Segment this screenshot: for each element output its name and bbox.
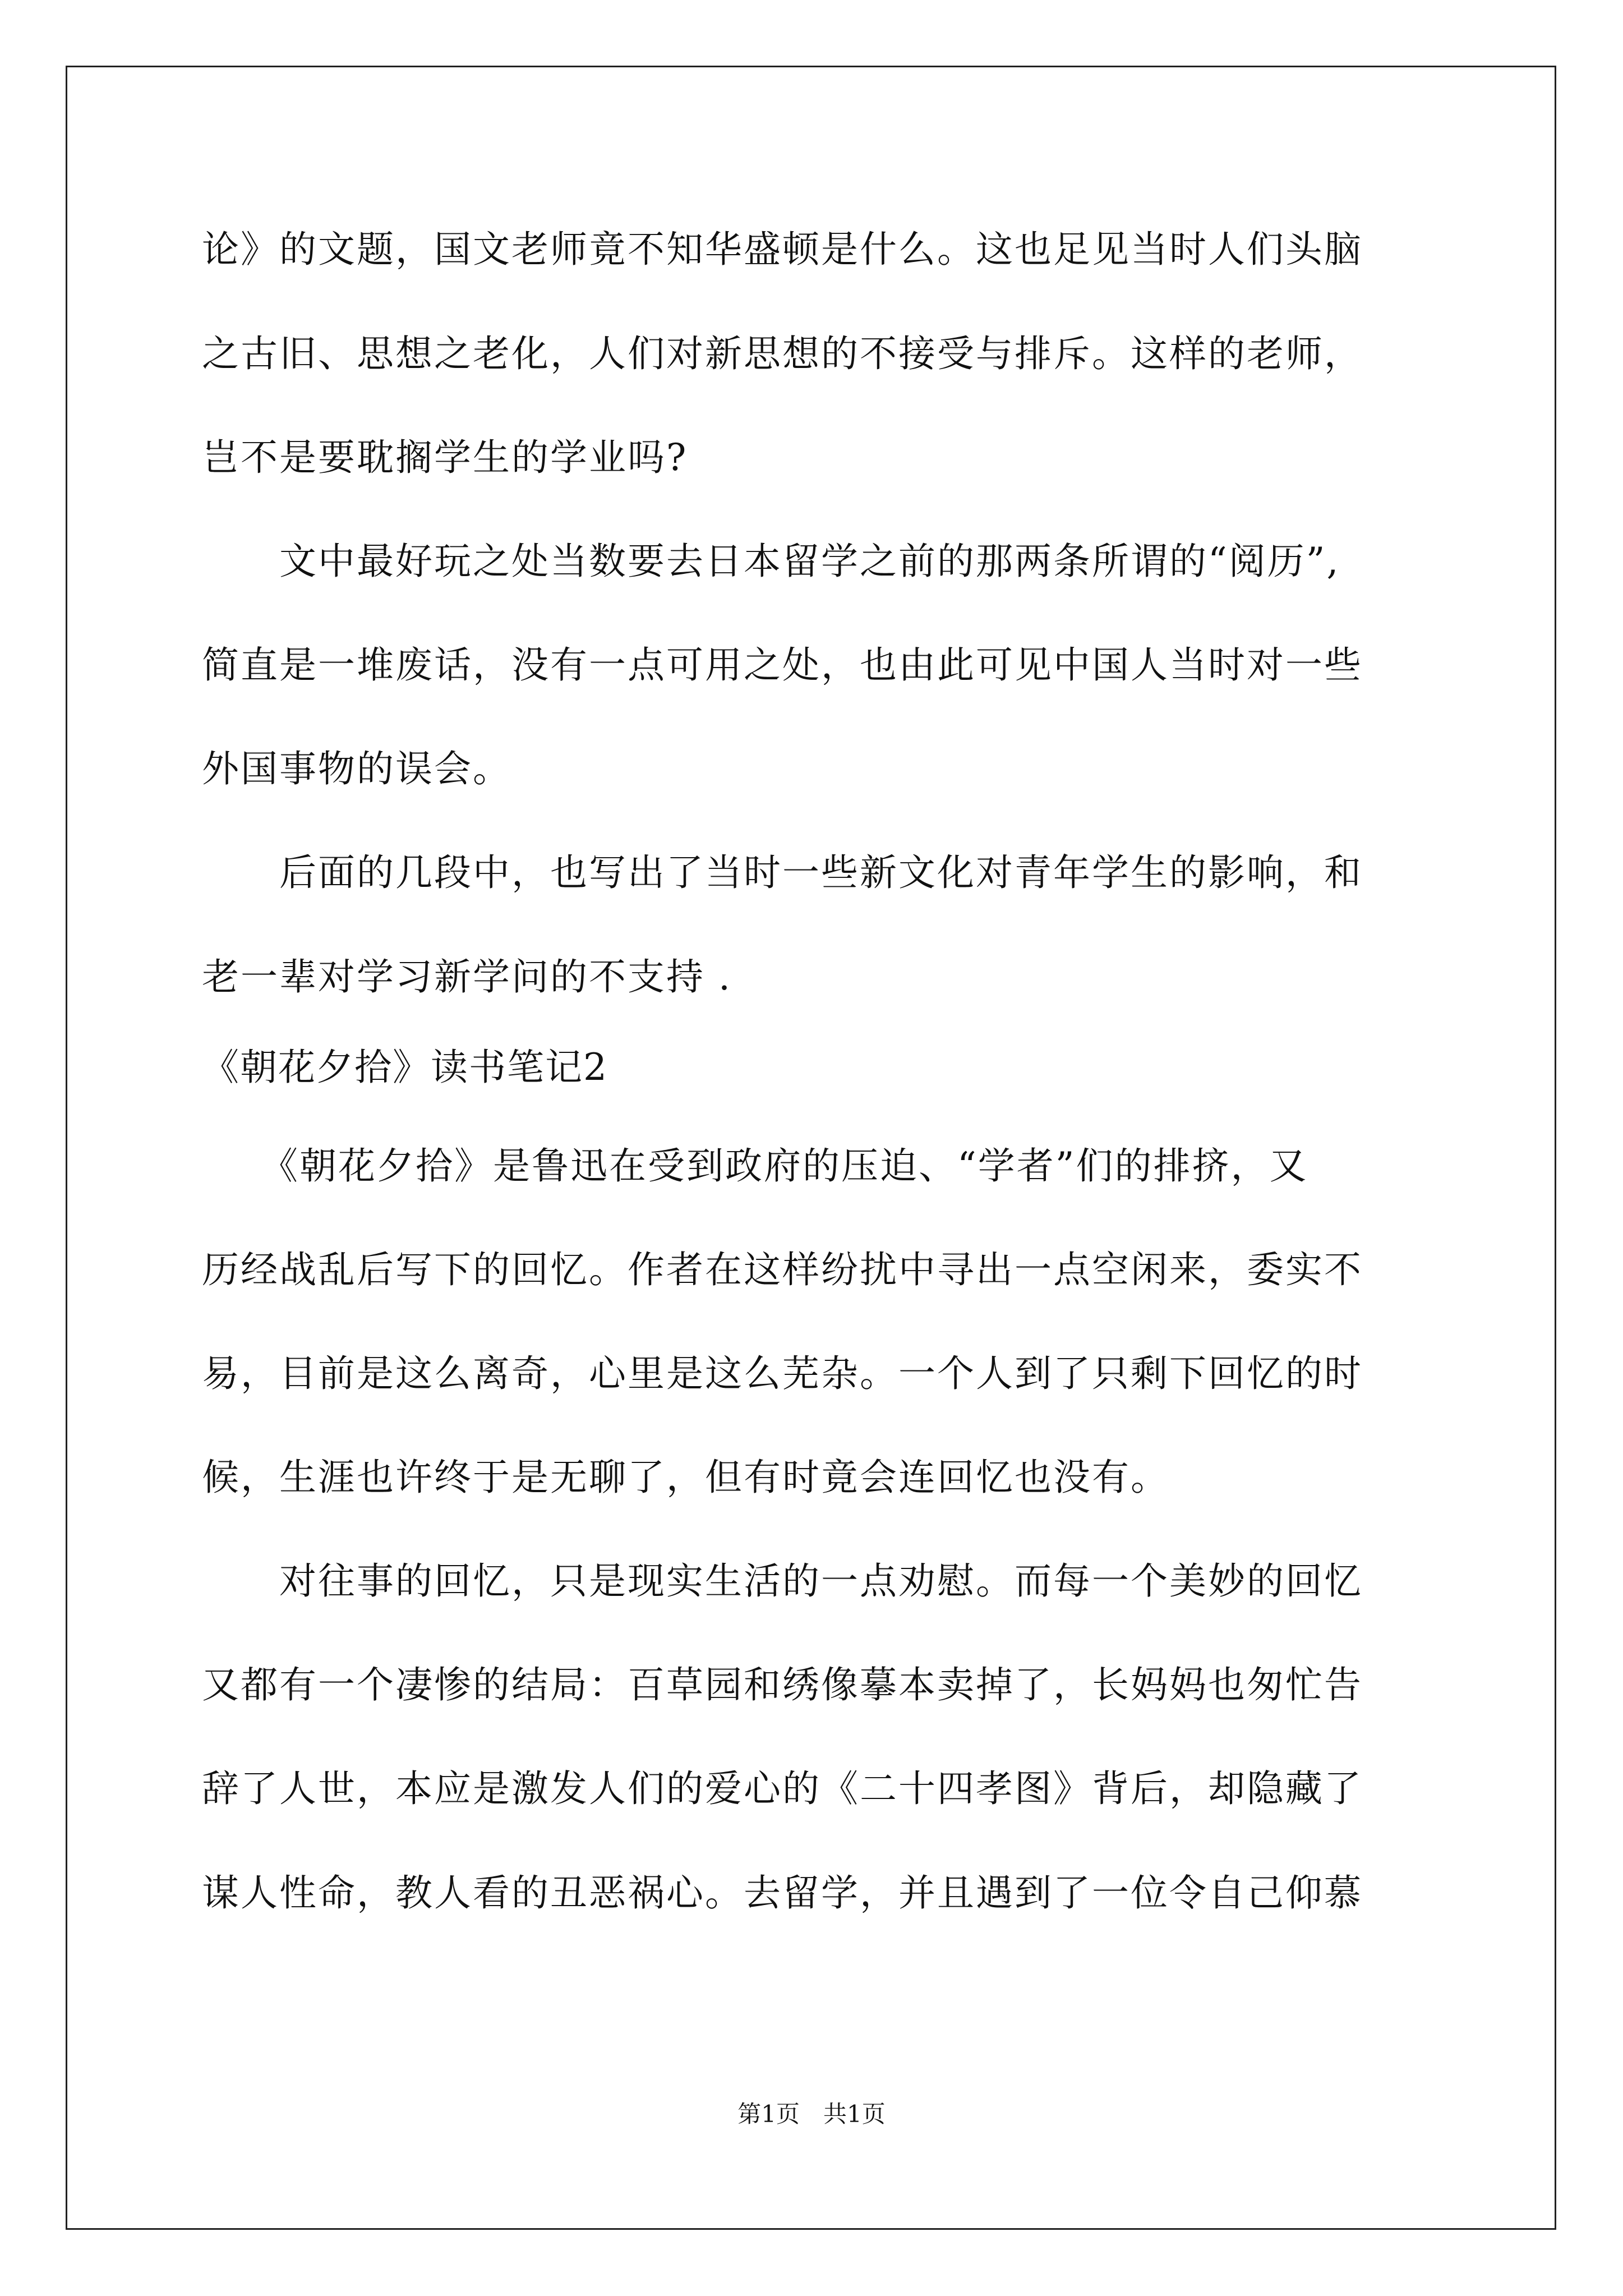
text-line: 又都有一个凄惨的结局：百草园和绣像摹本卖掉了，长妈妈也匆忙告 [202,1663,1363,1706]
text-line: 论》的文题，国文老师竟不知华盛顿是什么。这也足见当时人们头脑 [202,228,1363,271]
text-line: 岂不是要耽搁学生的学业吗? [202,436,688,479]
text-line: 候，生涯也许终于是无聊了，但有时竟会连回忆也没有。 [202,1456,1169,1499]
text-line: 之古旧、思想之老化，人们对新思想的不接受与排斥。这样的老师， [202,332,1363,375]
text-line: 《朝花夕拾》是鲁迅在受到政府的压迫、“学者”们的排挤，又 [202,1144,1308,1188]
text-line: 历经战乱后写下的回忆。作者在这样纷扰中寻出一点空闲来，委实不 [202,1248,1363,1291]
page-number: 第1页 共1页 [737,2100,886,2128]
text-line: 对往事的回忆，只是现实生活的一点劝慰。而每一个美妙的回忆 [202,1559,1363,1603]
text-line: 文中最好玩之处当数要去日本留学之前的那两条所谓的“阅历”, [202,540,1340,583]
text-line: 谋人性命，教人看的丑恶祸心。去留学，并且遇到了一位令自己仰慕 [202,1871,1363,1915]
text-line: 简直是一堆废话，没有一点可用之处，也由此可见中国人当时对一些 [202,643,1363,687]
text-line: 后面的几段中，也写出了当时一些新文化对青年学生的影响，和 [202,851,1363,894]
text-line: 易，目前是这么离奇，心里是这么芜杂。一个人到了只剩下回忆的时 [202,1352,1363,1395]
text-line: 外国事物的误会。 [202,747,511,790]
section-heading: 《朝花夕拾》读书笔记2 [202,1046,608,1089]
text-line: 辞了人世，本应是激发人们的爱心的《二十四孝图》背后，却隐藏了 [202,1767,1363,1810]
text-line: 老一辈对学习新学问的不支持 . [202,955,732,999]
